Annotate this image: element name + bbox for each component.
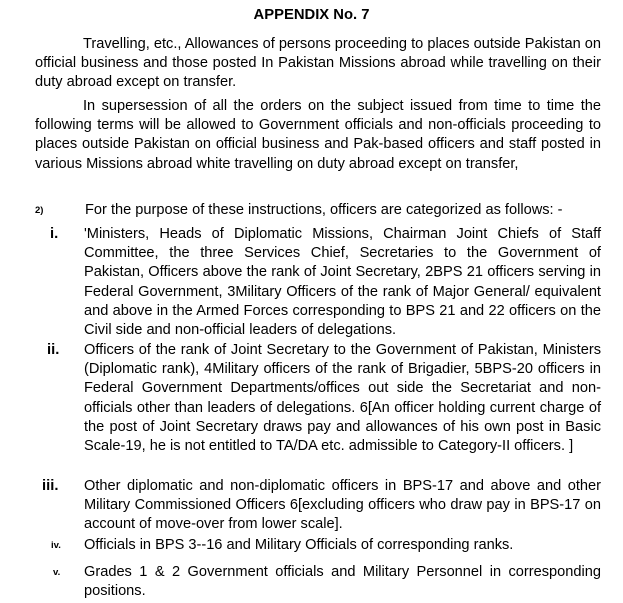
category-numeral: iv. [51, 540, 61, 551]
appendix-title: APPENDIX No. 7 [253, 7, 370, 23]
category-text: Other diplomatic and non-diplomatic officers in BPS-17 and above and other Military Commissioned Officers 6[excluding officers who draw pay in BPS-17 on account of move-over from lower scale]. [84, 478, 601, 533]
clause-2-text: For the purpose of these instructions, officers are categorized as follows: - [85, 202, 563, 218]
clause-2-number: 2) [35, 205, 44, 216]
category-numeral: iii. [42, 478, 59, 494]
category-numeral: ii. [47, 342, 60, 358]
category-text: Officials in BPS 3--16 and Military Officials of corresponding ranks. [84, 537, 514, 553]
category-numeral: i. [50, 226, 59, 242]
category-numeral: v. [53, 567, 61, 578]
intro-paragraph: Travelling, etc., Allowances of persons proceeding to places outside Pakistan on official business and those posted In Pakistan Missions abroad while travelling on their duty abroad except on transfer. [35, 36, 601, 91]
supersession-paragraph: In supersession of all the orders on the subject issued from time to time the following terms will be allowed to Government officials and non-officials proceeding to places outside Pakistan on official business and Pak-based officers and staff posted in various Missions abroad white travelling on duty abroad except on transfer, [35, 98, 601, 172]
category-text: Grades 1 & 2 Government officials and Military Personnel in corresponding positions. [84, 564, 601, 600]
category-text: 'Ministers, Heads of Diplomatic Missions, Chairman Joint Chiefs of Staff Committee, the three Services Chief, Secretaries to the Government of Pakistan, Officers above the rank of Joint Secretary, 2BPS 21 officers serving in Federal Government, 3Military Officers of the rank of Major General/ equivalent and above in the Armed Forces corresponding to BPS 21 and 22 officers on the Civil side and non-official leaders of delegations. [84, 226, 601, 339]
category-text: Officers of the rank of Joint Secretary to the Government of Pakistan, Ministers (Diplomatic rank), 4Military officers of the rank of Brigadier, 5BPS-20 officers in Federal Government Departments/offices out side the Secretariat and non-officials other than leaders of delegations. 6[An officer holding current charge of the post of Joint Secretary draws pay and allowances of his own post in Basic Scale-19, he is not entitled to TA/DA etc. admissible to Category-II officers. ] [84, 342, 601, 455]
